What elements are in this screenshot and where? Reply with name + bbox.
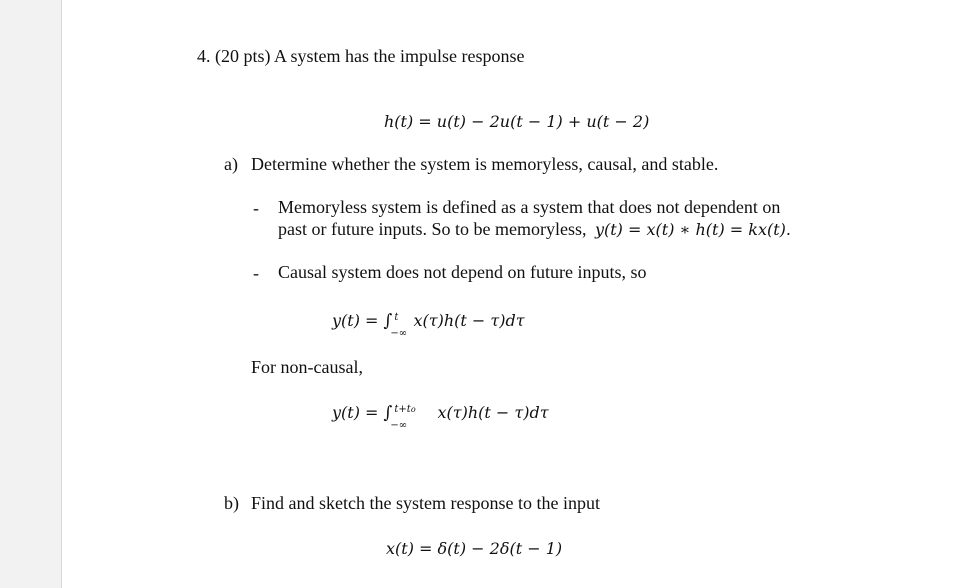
- document-page: [61, 0, 980, 588]
- noncausal-eq-lhs: y(t) =: [332, 403, 379, 422]
- noncausal-eq-lower-limit: −∞: [390, 419, 408, 431]
- bullet-dash-memoryless: -: [253, 198, 259, 218]
- memoryless-line-2-text: past or future inputs. So to be memoryless,: [278, 219, 587, 239]
- part-b-label: b): [224, 493, 239, 513]
- part-b-question: Find and sketch the system response to the input: [251, 493, 600, 513]
- bullet-dash-causal: -: [253, 263, 259, 283]
- noncausal-label: For non-causal,: [251, 357, 363, 377]
- causal-eq-body: x(τ)h(t − τ)dτ: [413, 311, 525, 330]
- causal-eq-lower-limit: −∞: [390, 327, 408, 339]
- part-a-label: a): [224, 154, 238, 174]
- input-equation: x(t) = δ(t) − 2δ(t − 1): [386, 539, 563, 558]
- integral-sign-icon: ∫: [383, 403, 393, 423]
- causal-eq-lhs: y(t) =: [332, 311, 379, 330]
- memoryless-line-1: Memoryless system is defined as a system that does not dependent on: [278, 197, 781, 217]
- impulse-response-equation: h(t) = u(t) − 2u(t − 1) + u(t − 2): [384, 112, 650, 131]
- noncausal-eq-upper-sub: o: [410, 404, 416, 414]
- problem-heading: 4. (20 pts) A system has the impulse response: [197, 46, 525, 66]
- memoryless-equation: y(t) = x(t) ∗ h(t) = kx(t).: [594, 220, 791, 239]
- noncausal-convolution-equation: [332, 402, 549, 431]
- noncausal-eq-body: x(τ)h(t − τ)dτ: [437, 403, 549, 422]
- causal-text: Causal system does not depend on future inputs, so: [278, 262, 647, 282]
- integral-sign-icon: ∫: [383, 311, 393, 331]
- memoryless-line-2: [278, 218, 791, 241]
- noncausal-eq-upper-limit: t+t: [394, 403, 411, 415]
- causal-convolution-equation: [332, 310, 525, 339]
- causal-eq-upper-limit: t: [394, 311, 399, 323]
- part-a-question: Determine whether the system is memoryless, causal, and stable.: [251, 154, 719, 174]
